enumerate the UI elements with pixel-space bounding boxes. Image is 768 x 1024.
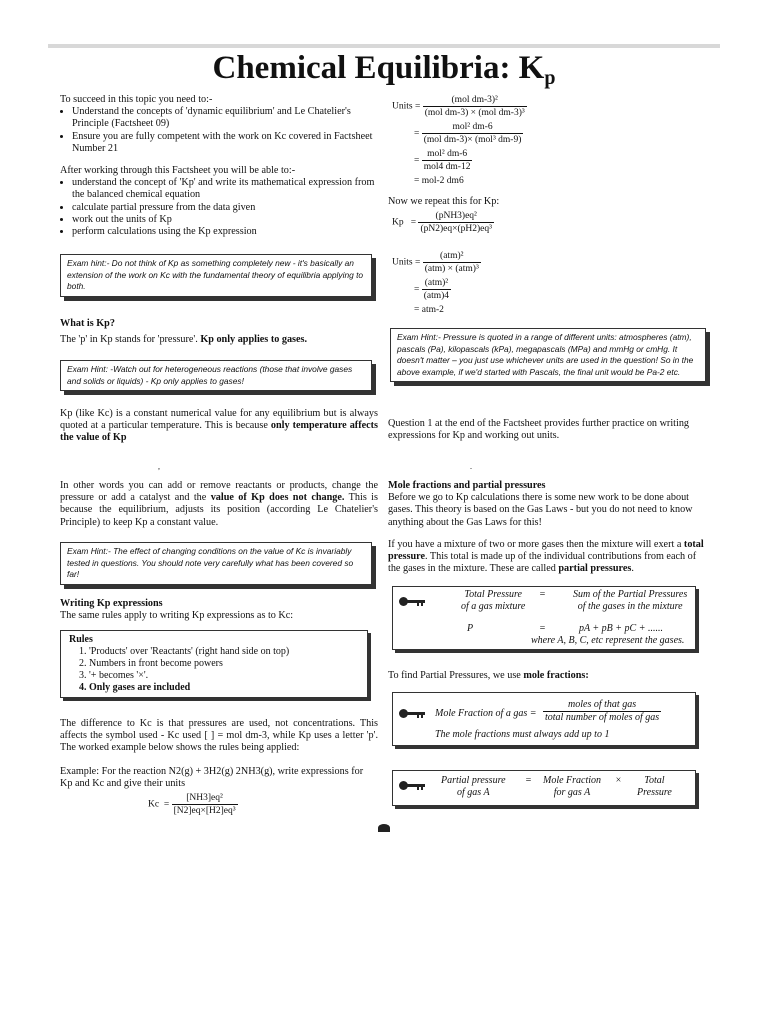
example-text: Example: For the reaction N2(g) + 3H2(g) 2NH3(g), write expressions for Kp and Kc and give their units [60, 766, 364, 790]
section-heading: Writing Kp expressions [60, 598, 163, 609]
difference-paragraph [60, 718, 378, 755]
otherwords-bold: value of Kp does not change. [210, 492, 345, 504]
box-text: The mole fractions must always add up to 1 [435, 729, 610, 740]
intro-lead: To succeed in this topic you need to:- [60, 94, 213, 105]
box-text: Sum of the Partial Pressures [573, 589, 688, 600]
key-icon [399, 781, 427, 791]
fraction-denominator: (mol dm-3)× (mol³ dm-9) [423, 135, 522, 145]
partial-pressure-box [392, 770, 696, 806]
intro-after: After working through this Factsheet you will be able to:- [60, 165, 296, 177]
section-heading: What is Kp? [60, 318, 115, 329]
mixture-bold: total pressure [388, 538, 704, 563]
equals-sign: = [414, 284, 420, 295]
page-title: Chemical Equilibria: $K_p$ [212, 50, 556, 89]
writing-text: The same rules apply to writing Kp expressions as to Kc: [60, 610, 294, 622]
list-item: • Ensure you are fully competent with the work on Kc covered in Factsheet Number 21 [72, 131, 378, 155]
fraction-denominator: (pN2)eq×(pH2)eq³ [420, 224, 492, 234]
mole-fraction-frac [543, 699, 661, 724]
exam-hint-1 [60, 254, 372, 297]
constant-text: Kp (like Kc) is a constant numerical value for any equilibrium but is always quoted at a particular temperature. This is because [60, 408, 378, 432]
difference-text: The difference to Kc is that pressures are used, not concentrations. This affects the symbol used - Kc used [ ] = mol dm-3, while Kp uses a letter 'p'. The worked example below shows the rules being applied: [60, 718, 378, 754]
units-kc [392, 94, 527, 187]
units-fraction [422, 277, 451, 302]
units-kp [392, 250, 481, 316]
mixture-bold: partial pressures [558, 563, 632, 575]
box-text: Mole Fraction [543, 775, 602, 786]
fraction-denominator: (atm) × (atm)³ [424, 264, 479, 274]
units-result: = mol-2 dm6 [414, 176, 464, 186]
fraction-denominator: (mol dm-3) × (mol dm-3)³ [424, 108, 525, 118]
mixture-text: . This total is made up of the individual contributions from each of the gases in the mixture. These are called [388, 551, 697, 575]
question-paragraph [388, 418, 710, 442]
list-item: 2. Numbers in front become powers [89, 658, 359, 670]
box-text: Partial pressure [441, 775, 506, 786]
page-mark [378, 824, 390, 832]
hint-text: Exam Hint: -Watch out for heterogeneous reactions (those that involve gases and solids or liquids) - Kp only applies to gases! [67, 364, 353, 386]
units-result: = atm-2 [414, 305, 444, 315]
kp-fraction [418, 210, 494, 235]
exam-hint-3 [60, 542, 372, 585]
what-is-section [60, 318, 378, 346]
list-item: 1. 'Products' over 'Reactants' (right hand side on top) [89, 646, 359, 658]
fraction-denominator: (atm)4 [423, 291, 450, 301]
list-item: • perform calculations using the Kp expression [72, 226, 378, 238]
equals-sign: = [539, 623, 546, 634]
repeat-line: Now we repeat this for Kp: [388, 196, 500, 207]
fraction-numerator: mol² dm-6 [422, 148, 473, 161]
molefrac-text: Before we go to Kp calculations there is some new work to be done about gases. This theory is based on the Gas Laws - but you do not need to know anything about the Gas Laws for this! [388, 492, 693, 528]
key-icon [399, 597, 427, 607]
constant-paragraph [60, 408, 378, 445]
box-text: of gas A [456, 787, 490, 798]
needs-list [60, 106, 378, 155]
units-fraction [422, 148, 473, 173]
hint-text: Exam Hint:- The effect of changing conditions on the value of Kc is invariably tested in questions. You should note very carefully what has been covered so far! [67, 546, 354, 579]
otherwords-paragraph [60, 480, 378, 529]
find-pp-text [388, 670, 710, 682]
units-fraction [423, 94, 527, 119]
mole-fraction-box [392, 692, 696, 746]
example-paragraph [60, 766, 378, 790]
findpp-text: To find Partial Pressures, we use [388, 670, 524, 681]
total-pressure-box [392, 586, 696, 650]
molefrac-section [388, 480, 710, 575]
box-text: of a gas mixture [461, 601, 526, 612]
box-text: Total Pressure [464, 589, 522, 600]
box-text: Total [644, 775, 665, 786]
fraction-denominator: total number of moles of gas [545, 712, 660, 723]
box-text: pA + pB + pC + ...... [579, 623, 663, 634]
fraction-numerator: (mol dm-3)² [423, 94, 527, 107]
kp-expression [392, 210, 494, 235]
box-text: × [615, 775, 622, 786]
equals-sign: = [414, 128, 420, 139]
list-item: • understand the concept of 'Kp' and write its mathematical expression from the balanced chemical equation [72, 177, 378, 201]
fraction-numerator: moles of that gas [543, 699, 661, 712]
fraction-numerator: (atm)² [423, 250, 481, 263]
box-text: Mole Fraction of a gas = [435, 708, 537, 719]
equals-sign: = [525, 775, 532, 786]
writing-section [60, 598, 378, 622]
units-fraction [422, 121, 524, 146]
mixture-text: . [631, 563, 634, 575]
otherwords-text: In other words you can add or remove reactants or products, change the pressure or add a catalyst and the [60, 480, 378, 504]
units-label: Units = [392, 101, 421, 112]
mixture-text: If you have a mixture of two or more gases then the mixture will exert a [388, 538, 684, 550]
list-item: • calculate partial pressure from the data given [72, 202, 378, 214]
kc-expression [148, 792, 238, 817]
findpp-bold: mole fractions: [523, 670, 589, 681]
fraction-numerator: (atm)² [422, 277, 451, 290]
constant-bold: only temperature affects the value of Kp [60, 420, 378, 444]
equals-sign: = [163, 799, 170, 810]
top-rule [48, 44, 720, 48]
otherwords-text-b: This is because the equilibrium, adjusts its position (according Le Chatelier's Principle) to keep Kp a constant value. [60, 492, 378, 528]
box-text: P [467, 623, 474, 634]
list-item: • Understand the concepts of 'dynamic equilibrium' and Le Chatelier's Principle (Factsheet 09) [72, 106, 378, 130]
whatis-bold: Kp only applies to gases. [200, 334, 308, 346]
whatis-text: The 'p' in Kp stands for 'pressure'. [60, 334, 198, 346]
fraction-numerator: [NH3]eq² [172, 792, 238, 805]
equals-sign: = [410, 217, 417, 228]
question-text: Question 1 at the end of the Factsheet provides further practice on writing expressions for Kp and working out units. [388, 418, 690, 442]
fraction-denominator: mol4 dm-12 [423, 162, 471, 172]
kc-label: Kc [148, 799, 160, 810]
box-text: of the gases in the mixture [577, 601, 683, 612]
exam-hint-4 [390, 328, 706, 382]
units-fraction [423, 250, 481, 275]
repeat-text [388, 196, 710, 208]
box-text: where A, B, C, etc represent the gases. [531, 635, 685, 646]
hint-text: Exam hint:- Do not think of Kp as something completely new - it's basically an extension of the work on Kc with the fundamental theory of equilibria applying to both. [67, 258, 364, 291]
units-label: Units = [392, 257, 421, 268]
rules-box [60, 630, 368, 698]
equals-sign: = [539, 589, 546, 600]
kc-fraction [172, 792, 238, 817]
box-text: Pressure [637, 787, 672, 798]
intro-section [60, 94, 378, 238]
fraction-numerator: (pNH3)eq² [418, 210, 494, 223]
stray-mark: , [158, 462, 160, 471]
stray-mark: . [470, 462, 472, 471]
section-heading: Mole fractions and partial pressures [388, 480, 546, 491]
key-icon [399, 709, 427, 719]
rules-list [69, 646, 359, 694]
list-item: • work out the units of Kp [72, 214, 378, 226]
list-item: 4. Only gases are included [89, 682, 359, 694]
fraction-denominator: [N2]eq×[H2]eq³ [173, 806, 236, 816]
rules-title: Rules [69, 634, 93, 645]
hint-text: Exam Hint:- Pressure is quoted in a range of different units: atmospheres (atm), pascals (Pa), kilopascals (kPa), megapascals (MPa) and mmHg or cmHg. It doesn't matter – you just use whichever units are used in the question! So in the above example, if we'd started with Pascals, the final unit would be Pa-2 etc. [397, 332, 694, 377]
list-item: 3. '+ becomes '×'. [89, 670, 359, 682]
box-text: for gas A [553, 787, 591, 798]
kp-label: Kp [392, 217, 404, 228]
equals-sign: = [414, 155, 420, 166]
outcomes-list [60, 177, 378, 238]
fraction-numerator: mol² dm-6 [422, 121, 524, 134]
exam-hint-2 [60, 360, 372, 391]
